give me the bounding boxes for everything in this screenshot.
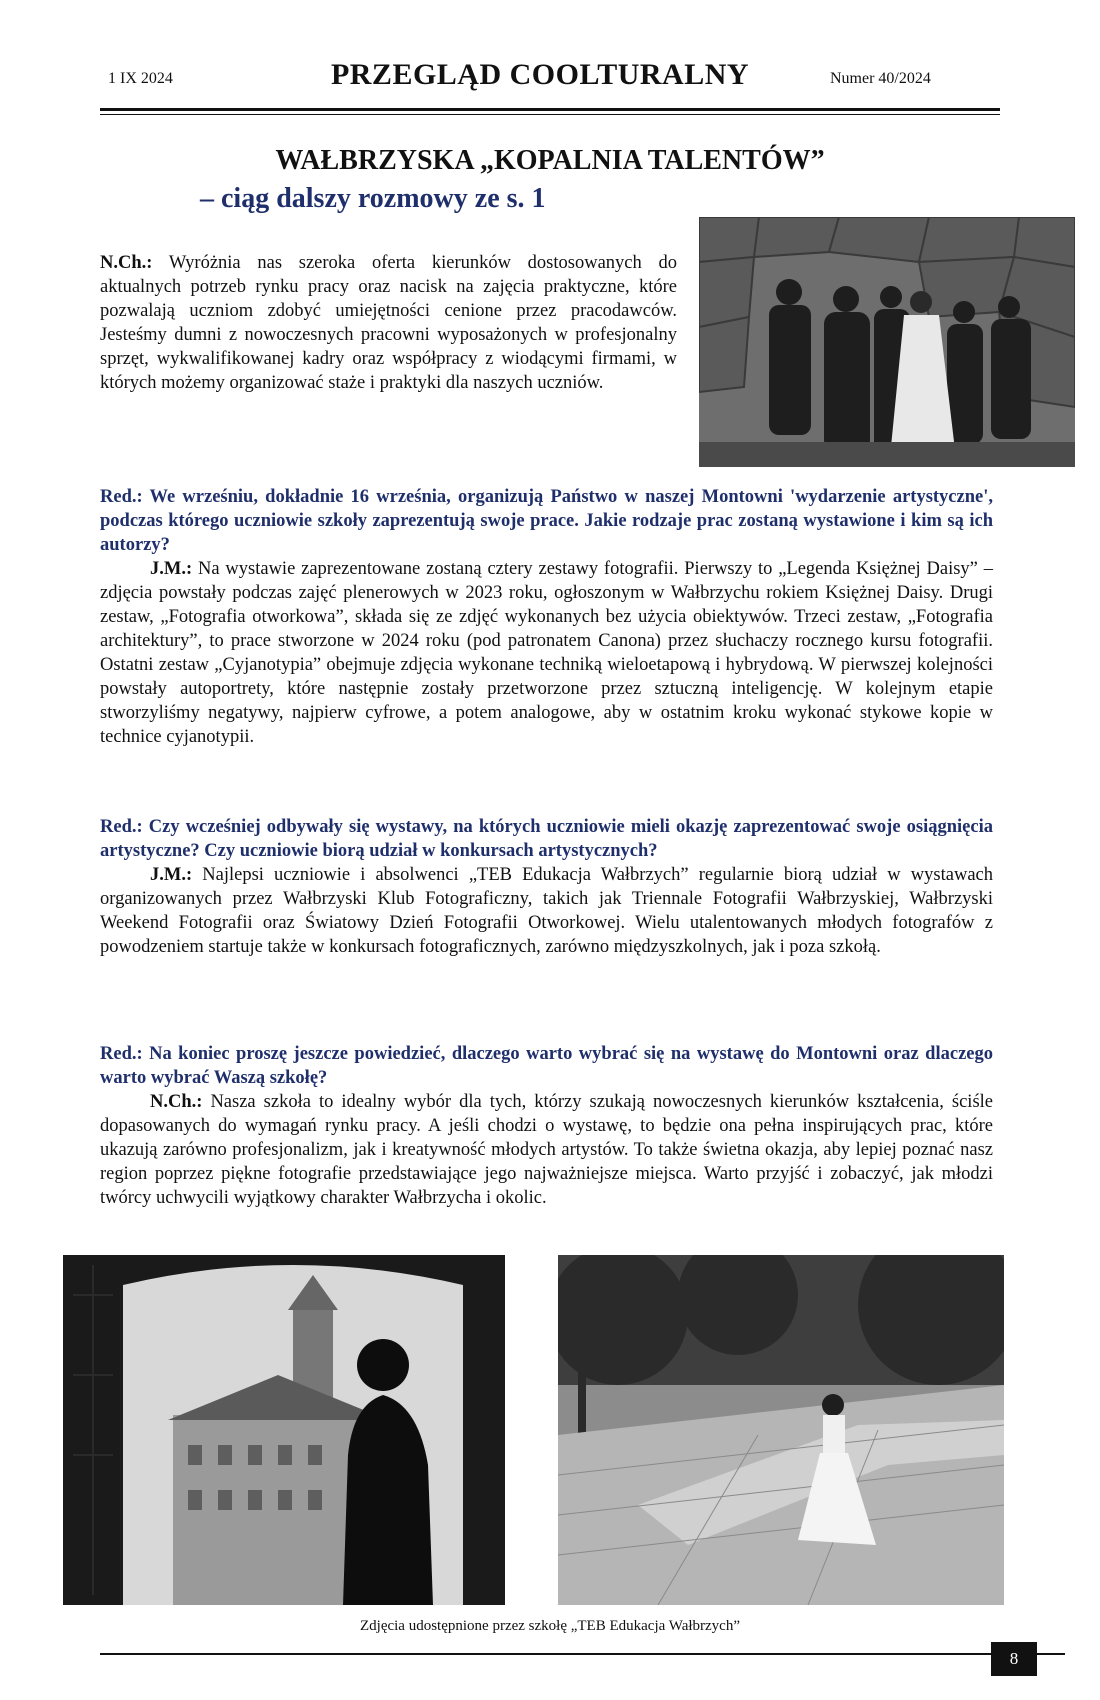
issue-date: 1 IX 2024 [108, 70, 173, 87]
page-number: 8 [991, 1642, 1037, 1676]
question-paragraph: Red.: Na koniec proszę jeszcze powiedzieć, dlaczego warto wybrać się na wystawę do Montowni oraz dlaczego warto wybrać Waszą szkołę? [100, 1044, 993, 1088]
answer-paragraph [100, 557, 993, 749]
answer-text: Nasza szkoła to idealny wybór dla tych, którzy szukają nowoczesnych kierunków kształcenia, ściśle dopasowanych do wymagań rynku pracy. A jeśli chodzi o wystawę, to będzie ona pełna inspirujących prac, które ukazują zarówno profesjonalizm, jak i kreatywność młodych artystów. To także świetna okazja, aby lepiej poznać nasz region poprzez piękne fotografie przedstawiające jego najważniejsze miejsca. Warto przyjść i zobaczyć, jak młodzi twórcy uchwycili wyjątkowy charakter Wałbrzycha i okolic. [100, 1092, 993, 1208]
answer-text: Wyróżnia nas szeroka oferta kierunków dostosowanych do aktualnych potrzeb rynku pracy oraz nacisk na zajęcia praktyczne, które pozwalają uczniom zdobyć umiejętności cenione przez pracodawców. Jesteśmy dumni z nowoczesnych pracowni wyposażonych w profesjonalny sprzęt, wykwalifikowanej kadry oraz współpracy z wiodącymi firmami, w których możemy organizować staże i praktyki dla naszych uczniów. [100, 253, 677, 393]
speaker-label: J.M.: [150, 865, 193, 885]
answer-text: Najlepsi uczniowie i absolwenci „TEB Edukacja Wałbrzych” regularnie biorą udział w wystawach organizowanych przez Wałbrzyski Klub Fotograficzny, takich jak Triennale Fotografii Wałbrzyskiej, Wałbrzyski Weekend Fotografii oraz Światowy Dzień Fotografii Otworkowej. Wielu utalentowanych młodych fotografów z powodzeniem startuje także w konkursach fotograficznych, zarówno międzyszkolnych, jak i poza szkołą. [100, 865, 993, 957]
group-photo [699, 217, 1075, 467]
answer-paragraph-1 [100, 251, 677, 395]
article-title: WAŁBRZYSKA „KOPALNIA TALENTÓW” [275, 145, 825, 176]
article-subtitle: – ciąg dalszy rozmowy ze s. 1 [200, 183, 546, 214]
photo-caption: Zdjęcia udostępnione przez szkołę „TEB Edukacja Wałbrzych” [359, 1618, 741, 1634]
header-rule-thin [100, 114, 1000, 115]
question-paragraph: Red.: Czy wcześniej odbywały się wystawy, na których uczniowie mieli okazję zaprezentować swoje osiągnięcia artystyczne? Czy uczniowie biorą udział w konkursach artystycznych? [100, 817, 993, 861]
qa-block-2 [100, 815, 993, 959]
speaker-label: N.Ch.: [100, 253, 153, 273]
publication-title: PRZEGLĄD COOLTURALNY [330, 58, 750, 91]
answer-text: Na wystawie zaprezentowane zostaną cztery zestawy fotografii. Pierwszy to „Legenda Księżnej Daisy” – zdjęcia powstały podczas zajęć plenerowych w 2023 roku, ogłoszonym w Wałbrzychu rokiem Księżnej Daisy. Drugi zestaw, „Fotografia otworkowa”, składa się ze zdjęć wykonanych bez użycia obiektywów. Trzeci zestaw, „Fotografia architektury”, to prace stworzone w 2024 roku (pod patronatem Canona) przez słuchaczy rocznego kursu fotografii. Ostatni zestaw „Cyjanotypia” obejmuje zdjęcia wykonane techniką wieloetapową i hybrydową. W pierwszej kolejności powstały autoportrety, które następnie zostały przetworzone przez sztuczną inteligencję. W kolejnym etapie stworzyliśmy negatywy, najpierw cyfrowe, a potem analogowe, aby w ostatnim kroku wykonać stykowe kopie w technice cyjanotypii. [100, 559, 993, 747]
footer-rule [100, 1653, 1065, 1655]
speaker-label: N.Ch.: [150, 1092, 203, 1112]
answer-paragraph [100, 1090, 993, 1210]
answer-paragraph [100, 863, 993, 959]
issue-number: Numer 40/2024 [830, 70, 931, 87]
qa-block-3 [100, 1042, 993, 1210]
question-paragraph: Red.: We wrześniu, dokładnie 16 września, organizują Państwo w naszej Montowni 'wydarzenie artystyczne', podczas którego uczniowie szkoły zaprezentują swoje prace. Jakie rodzaje prac zostaną wystawione i kim są ich autorzy? [100, 487, 993, 555]
castle-silhouette-photo [63, 1255, 505, 1605]
park-steps-photo [558, 1255, 1004, 1605]
speaker-label: J.M.: [150, 559, 193, 579]
qa-block-1 [100, 485, 993, 749]
header-rule-thick [100, 108, 1000, 111]
